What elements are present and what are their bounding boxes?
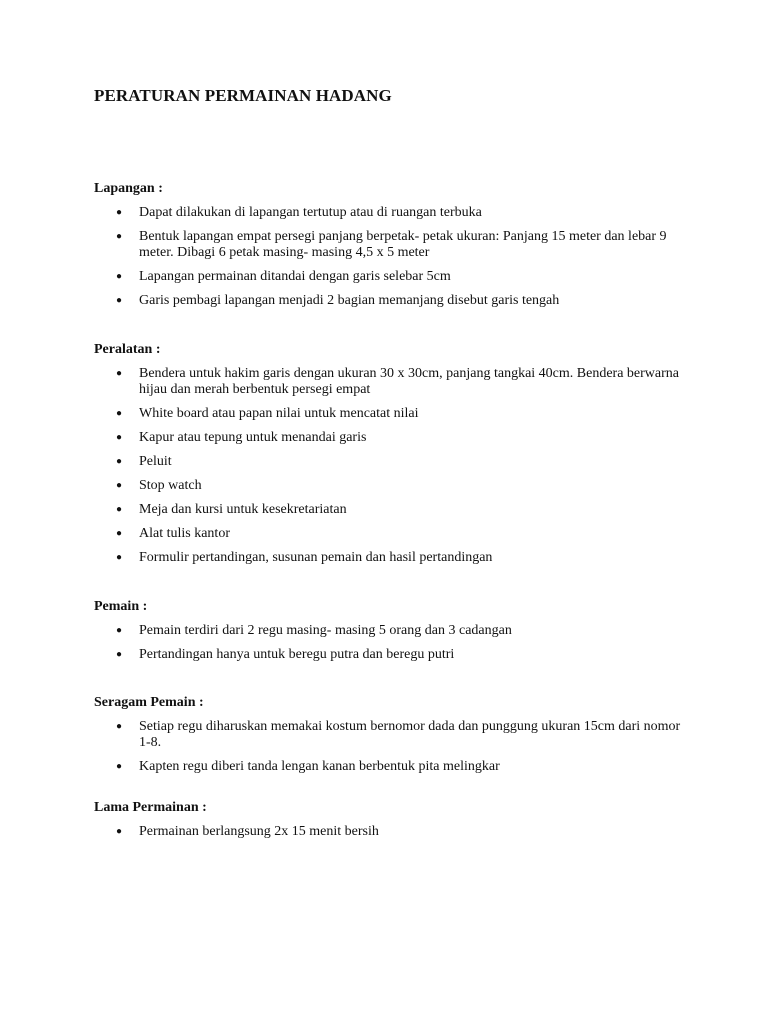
bullet-icon: ●: [116, 231, 123, 242]
bullet-list: [94, 205, 684, 309]
list-item-text: Bendera untuk hakim garis dengan ukuran 30 x 30cm, panjang tangkai 40cm. Bendera berwarna hijau dan merah berbentuk persegi empat: [139, 366, 679, 397]
list-item-text: Pertandingan hanya untuk beregu putra dan beregu putri: [139, 647, 455, 662]
section-peralatan: [94, 342, 684, 574]
list-item: [94, 719, 684, 751]
section-heading: Lama Permainan :: [94, 800, 207, 815]
list-item-text: Pemain terdiri dari 2 regu masing- masing 5 orang dan 3 cadangan: [139, 623, 512, 638]
list-item: [94, 269, 684, 285]
list-item: [94, 293, 684, 309]
list-item-text: Alat tulis kantor: [139, 526, 230, 541]
list-item: [94, 454, 684, 470]
list-item: [94, 430, 684, 446]
document-title: PERATURAN PERMAINAN HADANG: [94, 86, 392, 105]
section-lapangan: [94, 181, 684, 317]
list-item-text: Kapten regu diberi tanda lengan kanan berbentuk pita melingkar: [139, 759, 500, 774]
list-item-text: White board atau papan nilai untuk mencatat nilai: [139, 406, 419, 421]
list-item: [94, 406, 684, 422]
bullet-icon: ●: [116, 826, 123, 837]
list-item-text: Lapangan permainan ditandai dengan garis selebar 5cm: [139, 269, 451, 284]
section-heading: Lapangan :: [94, 181, 163, 196]
bullet-icon: ●: [116, 504, 123, 515]
bullet-icon: ●: [116, 649, 123, 660]
bullet-icon: ●: [116, 528, 123, 539]
bullet-icon: ●: [116, 295, 123, 306]
bullet-list: [94, 366, 684, 566]
bullet-icon: ●: [116, 480, 123, 491]
bullet-icon: ●: [116, 271, 123, 282]
list-item: [94, 824, 684, 840]
list-item-text: Bentuk lapangan empat persegi panjang berpetak- petak ukuran: Panjang 15 meter dan lebar 9 meter. Dibagi 6 petak masing- masing 4,5 x 5 meter: [139, 229, 667, 260]
list-item: [94, 502, 684, 518]
section-seragam-pemain: [94, 695, 684, 783]
list-item: [94, 623, 684, 639]
list-item: [94, 550, 684, 566]
bullet-icon: ●: [116, 552, 123, 563]
list-item: [94, 526, 684, 542]
list-item: [94, 205, 684, 221]
bullet-icon: ●: [116, 721, 123, 732]
list-item-text: Dapat dilakukan di lapangan tertutup atau di ruangan terbuka: [139, 205, 482, 220]
bullet-icon: ●: [116, 761, 123, 772]
list-item-text: Setiap regu diharuskan memakai kostum bernomor dada dan punggung ukuran 15cm dari nomor 1-8.: [139, 719, 681, 750]
section-heading: Pemain :: [94, 599, 148, 614]
bullet-icon: ●: [116, 368, 123, 379]
bullet-icon: ●: [116, 625, 123, 636]
list-item-text: Permainan berlangsung 2x 15 menit bersih: [139, 824, 379, 839]
list-item-text: Meja dan kursi untuk kesekretariatan: [139, 502, 347, 517]
bullet-icon: ●: [116, 432, 123, 443]
list-item: [94, 478, 684, 494]
bullet-icon: ●: [116, 456, 123, 467]
list-item-text: Stop watch: [139, 478, 202, 493]
list-item: [94, 229, 684, 261]
list-item-text: Kapur atau tepung untuk menandai garis: [139, 430, 367, 445]
list-item-text: Garis pembagi lapangan menjadi 2 bagian memanjang disebut garis tengah: [139, 293, 560, 308]
list-item-text: Formulir pertandingan, susunan pemain dan hasil pertandingan: [139, 550, 493, 565]
section-pemain: [94, 599, 684, 671]
section-lama-permainan: [94, 800, 684, 848]
bullet-icon: ●: [116, 408, 123, 419]
section-heading: Seragam Pemain :: [94, 695, 204, 710]
bullet-list: [94, 719, 684, 775]
bullet-icon: ●: [116, 207, 123, 218]
bullet-list: [94, 824, 684, 840]
section-heading: Peralatan :: [94, 342, 161, 357]
list-item: [94, 759, 684, 775]
bullet-list: [94, 623, 684, 663]
list-item: [94, 366, 684, 398]
list-item: [94, 647, 684, 663]
list-item-text: Peluit: [139, 454, 172, 469]
